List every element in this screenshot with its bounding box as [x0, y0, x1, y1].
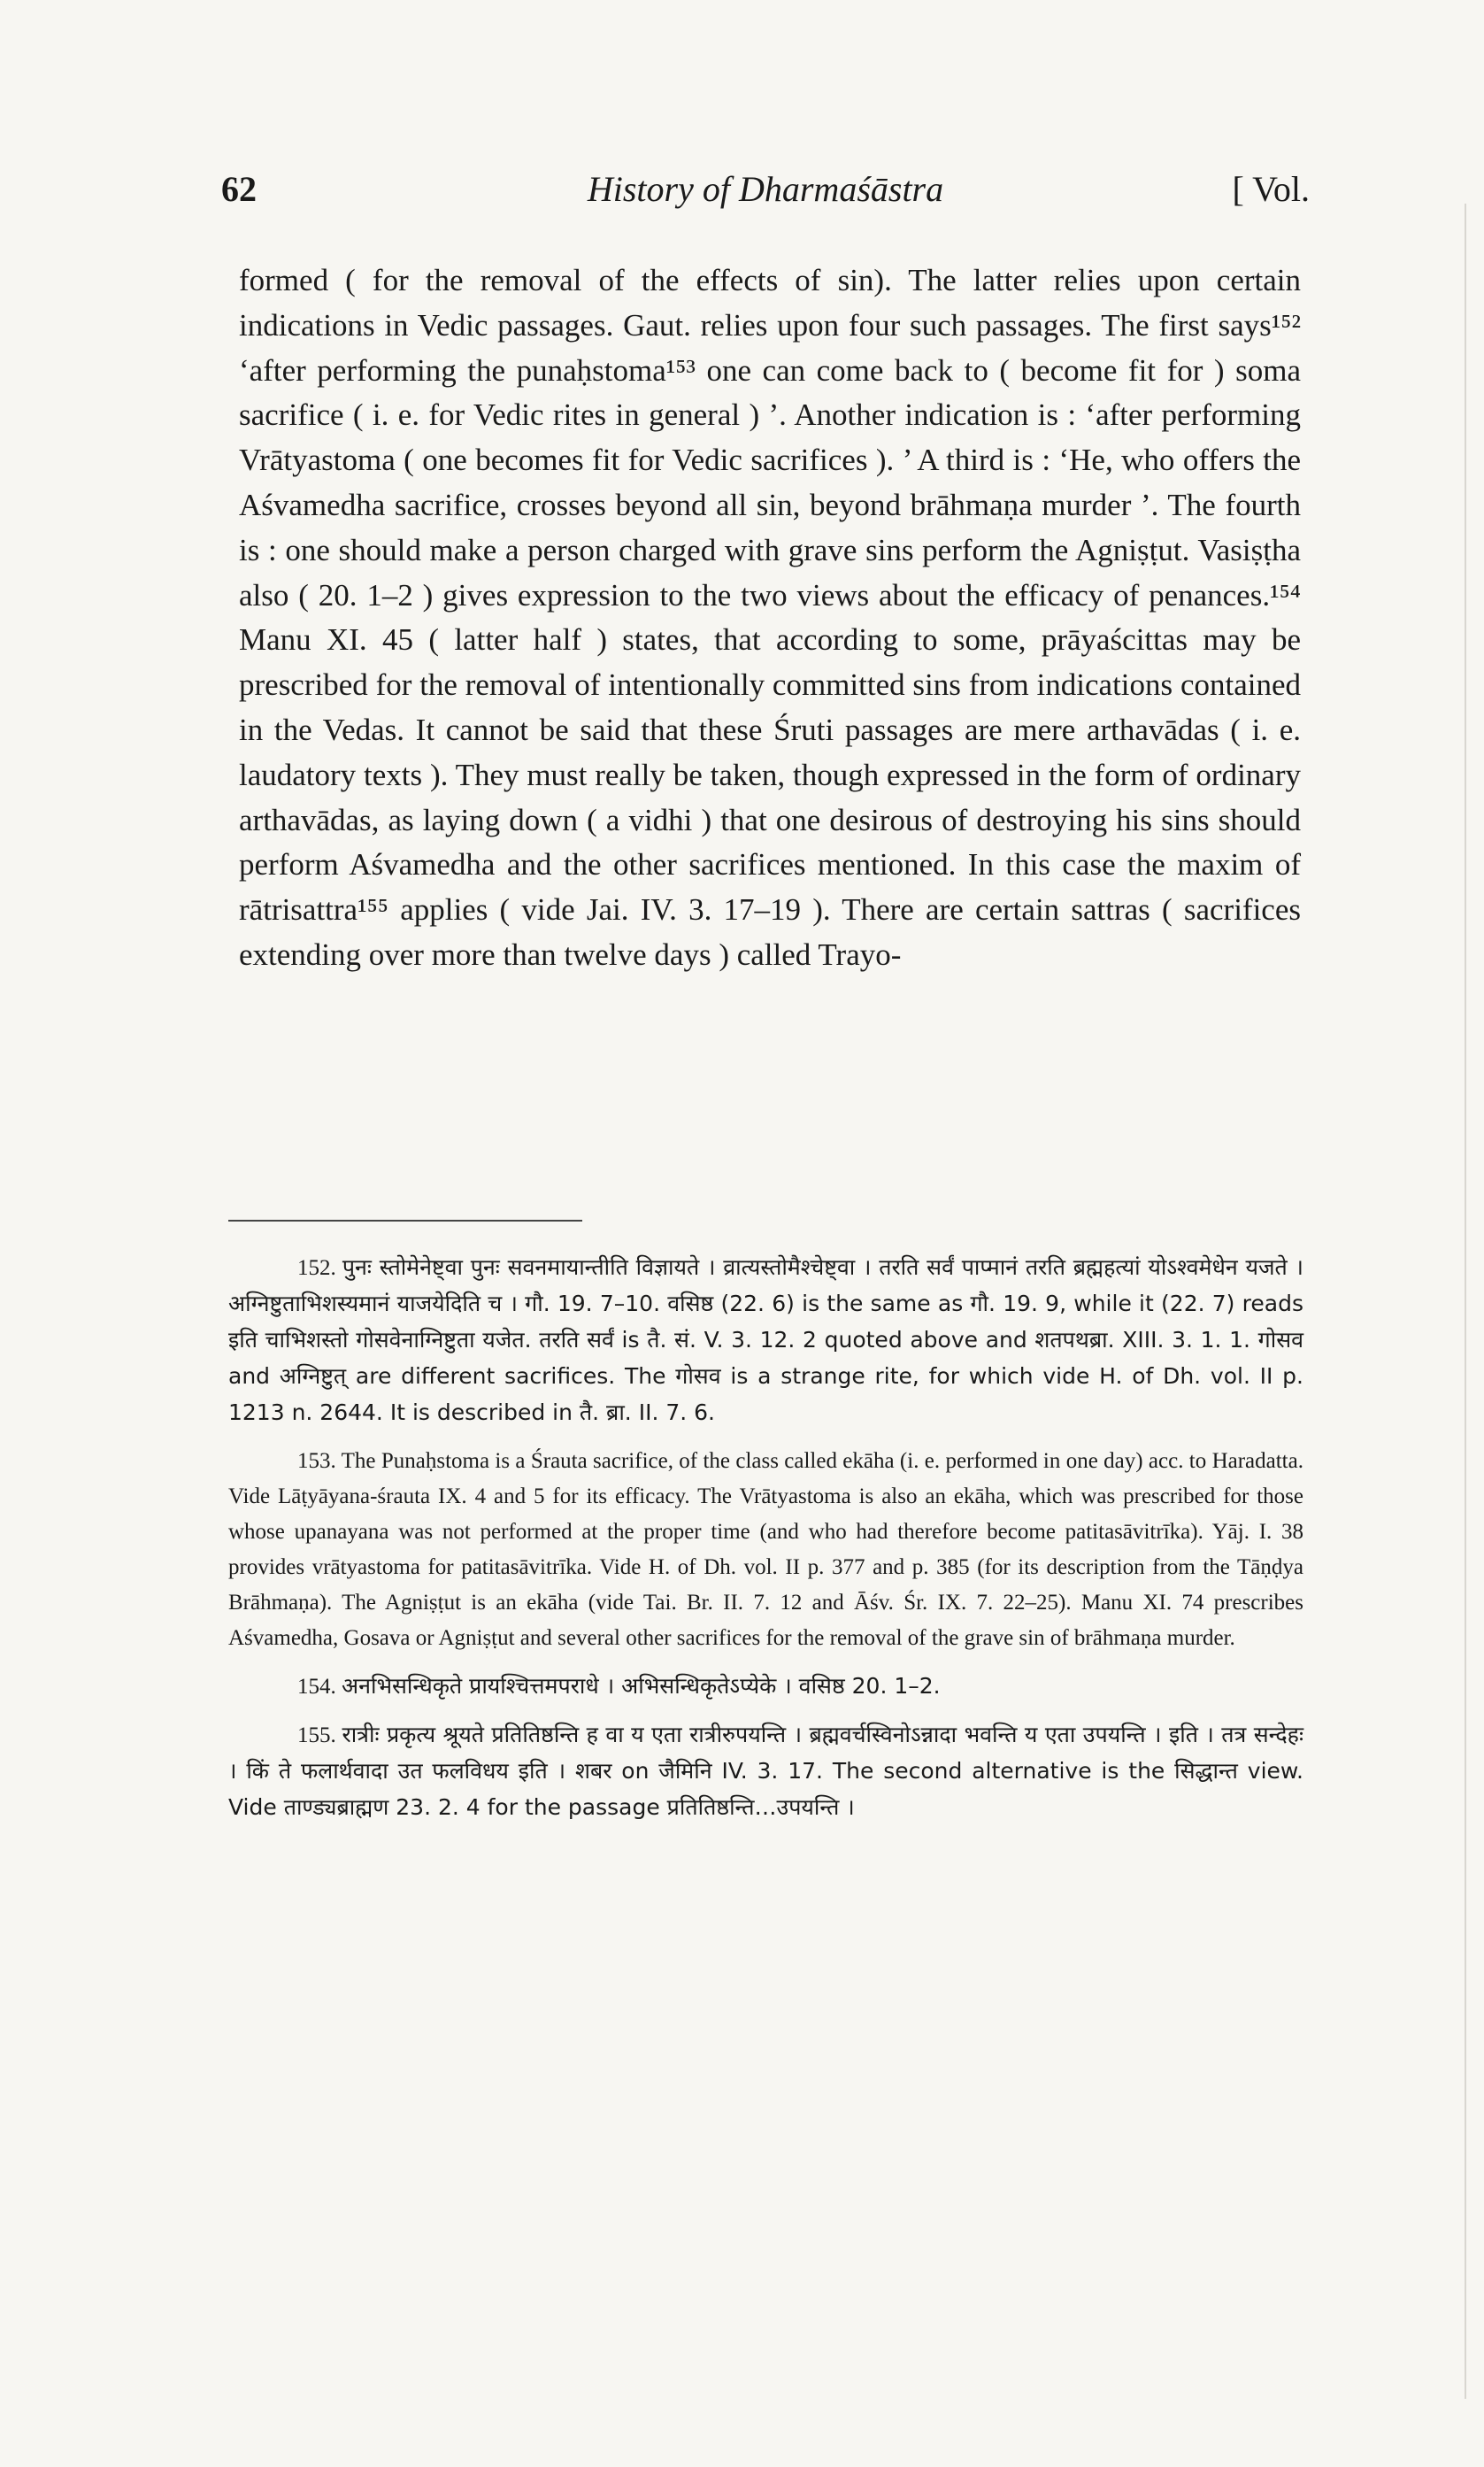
footnotes: [228, 1250, 1303, 1839]
footnote-154: [228, 1669, 1303, 1705]
running-header: [221, 168, 1310, 221]
footnote-155: [228, 1717, 1303, 1826]
footnote-text: रात्रीः प्रकृत्य श्रूयते प्रतितिष्ठन्ति ह वा य एता रात्रीरुपयन्ति । ब्रह्मवर्चस्विनोऽन्नादा भवन्ति य एता उपयन्ति । इति । तत्र सन्देहः । किं ते फलार्थवादा उत फलविधय इति । शबर on जैमिनि IV. 3. 17. The second alternative is the सिद्धान्त view. Vide ताण्ड्यब्राह्मण 23. 2. 4 for the passage प्रतितिष्ठन्ति…उपयन्ति ।: [228, 1722, 1303, 1820]
body-paragraph: formed ( for the removal of the effects of sin). The latter relies upon certain indications in Vedic passages. Gaut. relies upon four such passages. The first says¹⁵² ‘after performing the punaḥstoma¹⁵³ one can come back to ( become fit for ) soma sacrifice ( i. e. for Vedic rites in general ) ’. Another indication is : ‘after performing Vrātyastoma ( one becomes fit for Vedic sacrifices ). ’ A third is : ‘He, who offers the Aśvamedha sacrifice, crosses beyond all sin, beyond brāhmaṇa murder ’. The fourth is : one should make a person charged with grave sins perform the Agniṣṭut. Vasiṣṭha also ( 20. 1–2 ) gives expression to the two views about the efficacy of penances.¹⁵⁴ Manu XI. 45 ( latter half ) states, that according to some, prāyaścittas may be prescribed for the removal of intentionally committed sins from indications contained in the Vedas. It cannot be said that these Śruti passages are mere arthavādas ( i. e. laudatory texts ). They must really be taken, though expressed in the form of ordinary arthavādas, as laying down ( a vidhi ) that one desirous of destroying his sins should perform Aśvamedha and the other sacrifices mentioned. In this case the maxim of rātrisattra¹⁵⁵ applies ( vide Jai. IV. 3. 17–19 ). There are certain sattras ( sacrifices extending over more than twelve days ) called Trayo-: [239, 263, 1301, 972]
page-edge-line: [1465, 204, 1466, 2399]
footnote-152: [228, 1250, 1303, 1431]
footnote-number: 155.: [297, 1723, 336, 1747]
volume-marker: [ Vol.: [1232, 169, 1310, 209]
footnote-number: 153.: [297, 1449, 336, 1473]
footnote-separator: [228, 1220, 582, 1222]
main-text: [239, 258, 1301, 978]
footnote-153: [228, 1444, 1303, 1656]
footnote-text: अनभिसन्धिकृते प्रायश्चित्तमपराधे । अभिसन्धिकृतेऽप्येके । वसिष्ठ 20. 1–2.: [342, 1673, 941, 1699]
running-title: History of Dharmaśāstra: [587, 169, 944, 209]
page-number: 62: [221, 169, 257, 209]
footnote-number: 152.: [297, 1256, 336, 1280]
footnote-text: The Punaḥstoma is a Śrauta sacrifice, of the class called ekāha (i. e. performed in one day) acc. to Haradatta. Vide Lāṭyāyana-śrauta IX. 4 and 5 for its efficacy. The Vrātyastoma is also an ekāha, which was prescribed for those whose upanayana was not performed at the proper time (and who had therefore become patitasāvitrīka). Yāj. I. 38 provides vrātyastoma for patitasāvitrīka. Vide H. of Dh. vol. II p. 377 and p. 385 (for its description from the Tāṇḍya Brāhmaṇa). The Agniṣṭut is an ekāha (vide Tai. Br. II. 7. 12 and Āśv. Śr. IX. 7. 22–25). Manu XI. 74 prescribes Aśvamedha, Gosava or Agniṣṭut and several other sacrifices for the removal of the grave sin of brāhmaṇa murder.: [228, 1449, 1303, 1650]
footnote-text: पुनः स्तोमेनेष्ट्वा पुनः सवनमायान्तीति विज्ञायते । व्रात्यस्तोमैश्चेष्ट्वा । तरति सर्वं पाप्मानं तरति ब्रह्महत्यां योऽश्वमेधेन यजते । अग्निष्टुताभिशस्यमानं याजयेदिति च । गौ. 19. 7–10. वसिष्ठ (22. 6) is the same as गौ. 19. 9, while it (22. 7) reads इति चाभिशस्तो गोसवेनाग्निष्टुता यजेत. तरति सर्वं is तै. सं. V. 3. 12. 2 quoted above and शतपथब्रा. XIII. 3. 1. 1. गोसव and अग्निष्टुत् are different sacrifices. The गोसव is a strange rite, for which vide H. of Dh. vol. II p. 1213 n. 2644. It is described in तै. ब्रा. II. 7. 6.: [228, 1254, 1304, 1425]
footnote-number: 154.: [297, 1675, 336, 1699]
